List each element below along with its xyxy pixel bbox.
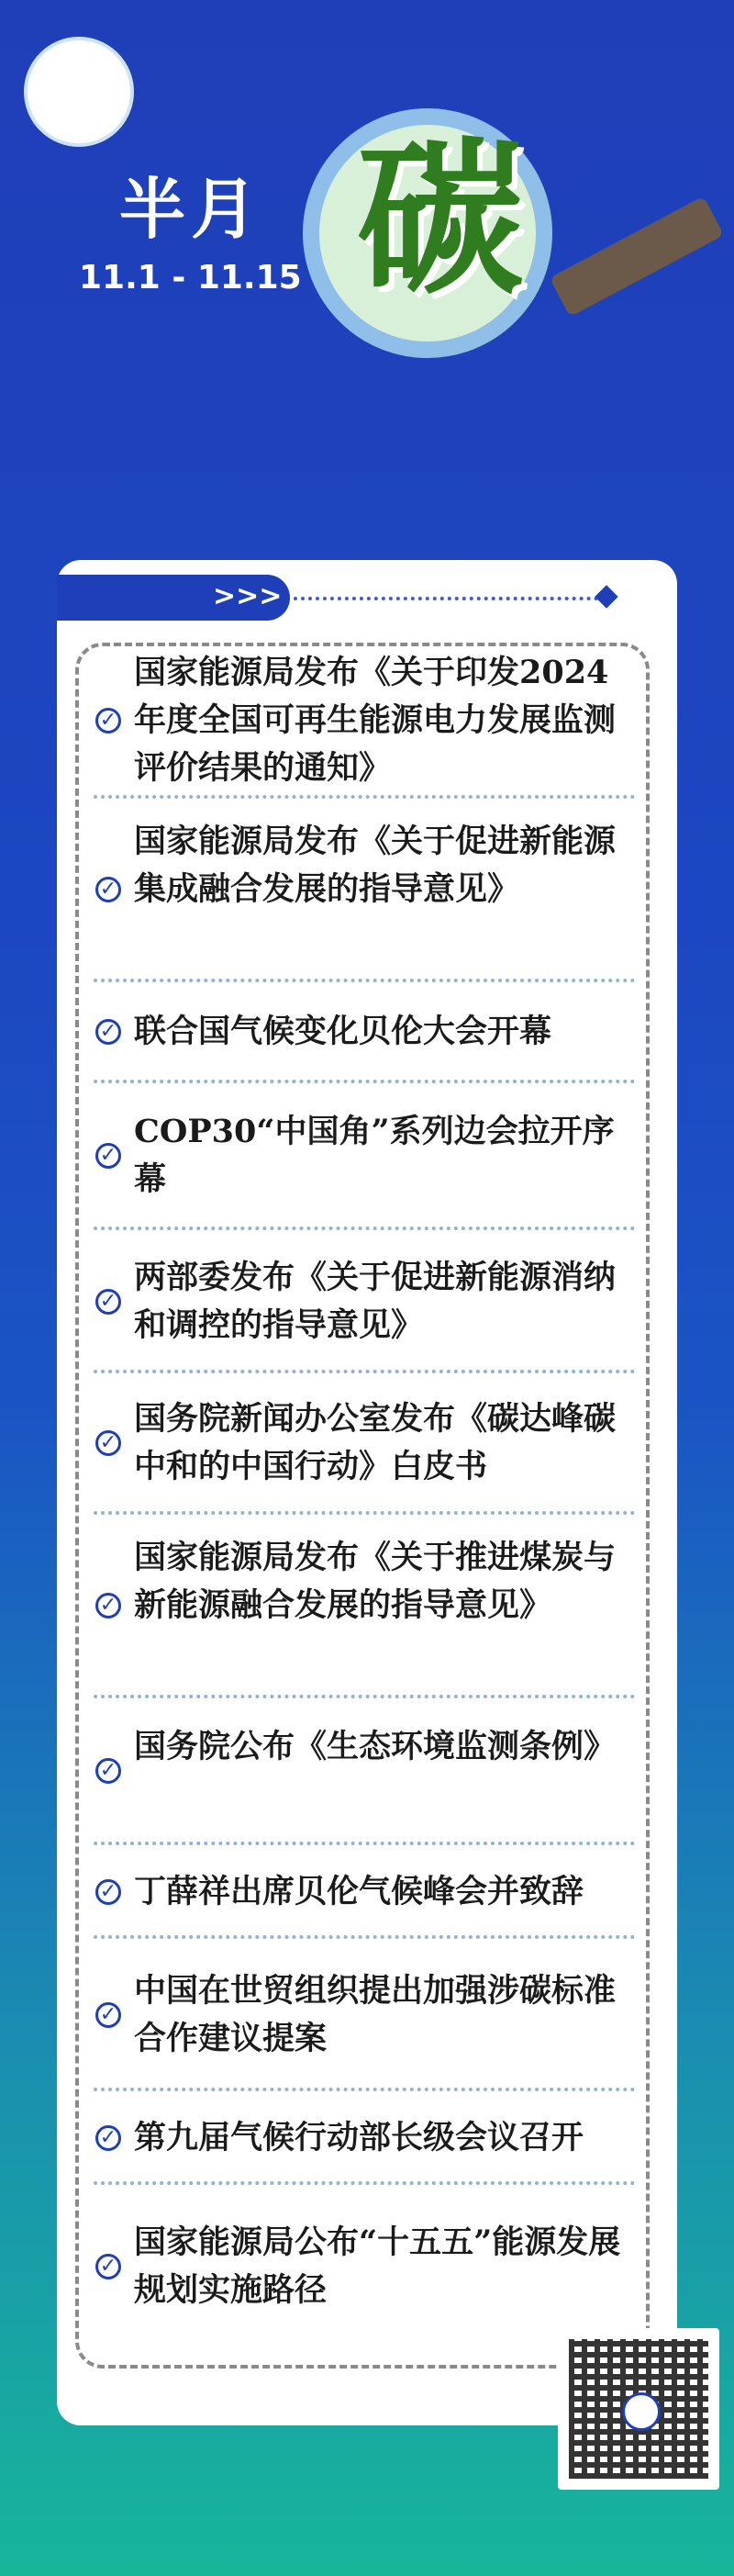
check-icon: ✓ (95, 708, 121, 734)
check-icon: ✓ (95, 1758, 121, 1784)
check-icon: ✓ (95, 1430, 121, 1456)
date-range: 11.1 - 11.15 (79, 259, 302, 297)
news-item (94, 991, 635, 1083)
check-icon: ✓ (95, 2125, 121, 2151)
news-item (94, 654, 635, 799)
news-item (94, 1383, 635, 1515)
news-item-text: 两部委发布《关于促进新能源消纳和调控的指导意见》 (134, 1259, 617, 1344)
news-item-text: 丁薛祥出席贝伦气候峰会并致辞 (134, 1873, 584, 1910)
news-item-text: COP30“中国角”系列边会拉开序幕 (134, 1113, 615, 1198)
news-item (94, 1524, 635, 1698)
news-item-text: 国家能源局发布《关于推进煤炭与新能源融合发展的指导意见》 (134, 1539, 617, 1624)
news-item (94, 1856, 635, 1939)
news-item-text: 第九届气候行动部长级会议召开 (134, 2119, 584, 2156)
logo (24, 37, 134, 147)
check-icon: ✓ (95, 1593, 121, 1618)
check-icon: ✓ (95, 2254, 121, 2279)
tab-divider (294, 597, 606, 600)
news-item-text: 国家能源局公布“十五五”能源发展规划实施路径 (134, 2223, 621, 2309)
title-highlight-char: 碳 (357, 120, 524, 317)
news-item-text: 国家能源局发布《关于印发2024年度全国可再生能源电力发展监测评价结果的通知》 (134, 654, 617, 787)
card-tab-arrows: >>> (213, 580, 283, 612)
news-item (94, 1241, 635, 1373)
news-item-text: 国家能源局发布《关于促进新能源集成融合发展的指导意见》 (134, 823, 617, 908)
qr-logo-icon (622, 2392, 661, 2431)
check-icon: ✓ (95, 877, 121, 902)
check-icon: ✓ (95, 1879, 121, 1905)
news-item-text: 国务院新闻办公室发布《碳达峰碳中和的中国行动》白皮书 (134, 1400, 617, 1485)
news-item (94, 2194, 635, 2350)
news-item (94, 2102, 635, 2185)
news-item (94, 1950, 635, 2091)
check-icon: ✓ (95, 2002, 121, 2028)
card-tab (57, 575, 290, 621)
check-icon: ✓ (95, 1289, 121, 1315)
news-item (94, 1708, 635, 1845)
check-icon: ✓ (95, 1143, 121, 1169)
check-icon: ✓ (95, 1019, 121, 1045)
hero-banner (0, 0, 734, 569)
news-item-text: 国务院公布《生态环境监测条例》 (134, 1728, 617, 1765)
news-item (94, 808, 635, 982)
news-item-text: 中国在世贸组织提出加强涉碳标准合作建议提案 (134, 1972, 617, 2057)
qr-code (558, 2328, 719, 2490)
news-item (94, 1092, 635, 1230)
magnifier-handle-icon (550, 196, 724, 318)
news-item-text: 联合国气候变化贝伦大会开幕 (134, 1013, 552, 1050)
page-title: 半月 (119, 170, 263, 248)
